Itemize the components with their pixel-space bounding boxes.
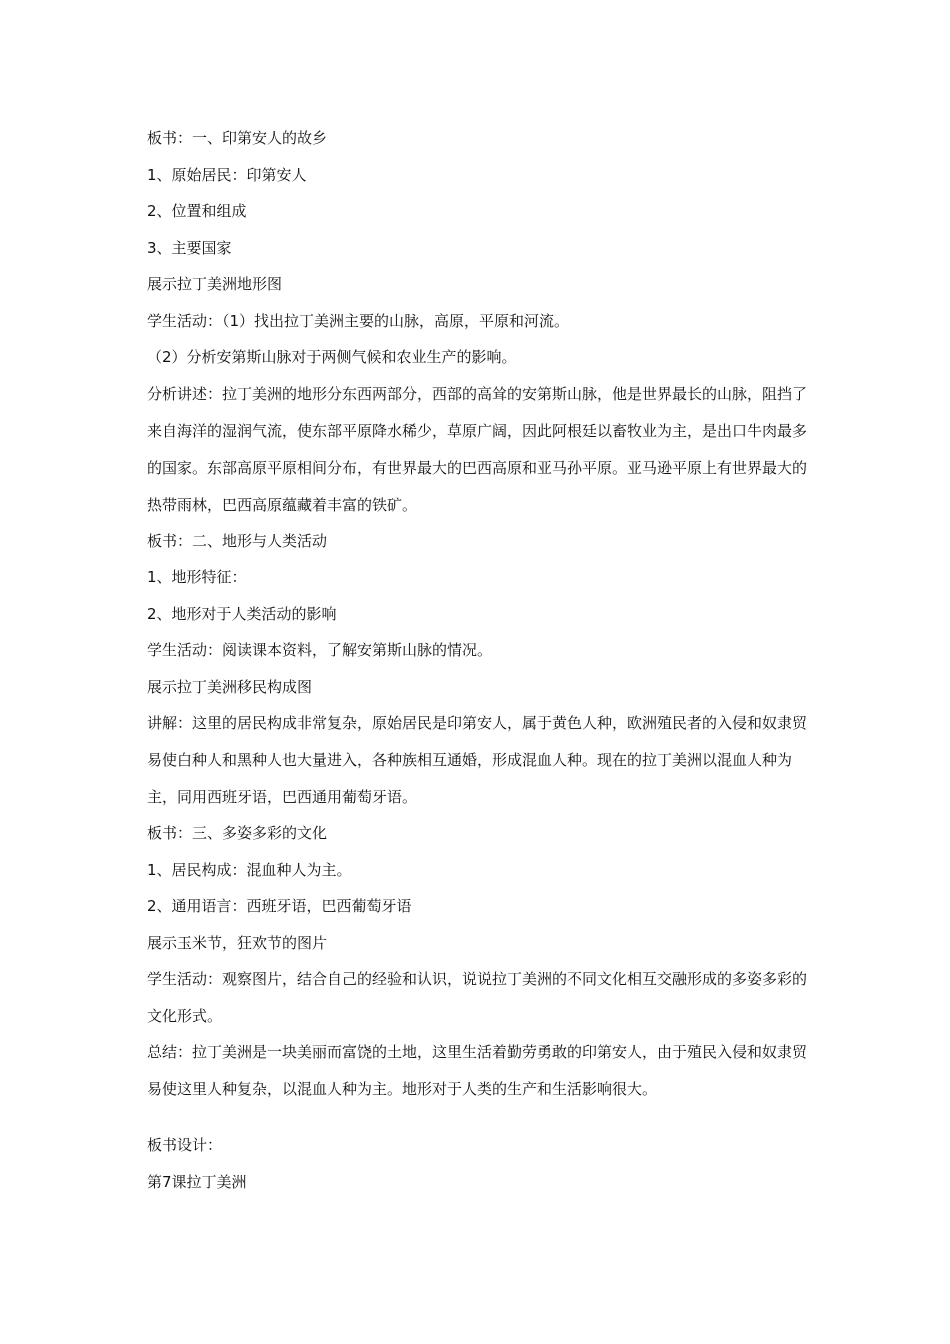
board-design-title: 板书设计： [147,1136,223,1154]
paragraph: 分析讲述：拉丁美洲的地形分东西两部分，西部的高耸的安第斯山脉，他是世界最长的山脉，阻挡了来自海洋的湿润气流，使东部平原降水稀少，草原广阔，因此阿根廷以畜牧业为主，是出口牛肉最多的国家。东部高原平原相间分布，有世界最大的巴西高原和亚马孙平原。亚马逊平原上有世界最大的热带雨林，巴西高原蕴藏着丰富的铁矿。 [147,384,808,514]
list-item: 1、居民构成：混血种人为主。 [147,860,352,879]
document-body [147,128,807,1208]
heading-section-2: 板书：二、地形与人类活动 [147,531,328,550]
list-item: 1、原始居民：印第安人 [147,165,307,184]
lesson-title: 第7课拉丁美洲 [147,1172,247,1191]
paragraph: 总结：拉丁美洲是一块美丽而富饶的土地，这里生活着勤劳勇敢的印第安人，由于殖民入侵和奴隶贸易使这里人种复杂，以混血人种为主。地形对于人类的生产和生活影响很大。 [147,1043,808,1098]
paragraph: 展示拉丁美洲移民构成图 [147,677,313,696]
paragraph: 学生活动：（1）找出拉丁美洲主要的山脉，高原，平原和河流。 [147,311,570,330]
paragraph: 讲解：这里的居民构成非常复杂，原始居民是印第安人，属于黄色人种，欧洲殖民者的入侵和奴隶贸易使白种人和黑种人也大量进入，各种族相互通婚，形成混血人种。现在的拉丁美洲以混血人种为主，同用西班牙语，巴西通用葡萄牙语。 [147,714,808,806]
list-item: 2、地形对于人类活动的影响 [147,604,337,623]
paragraph: 展示玉米节，狂欢节的图片 [147,933,328,952]
paragraph: （2）分析安第斯山脉对于两侧气候和农业生产的影响。 [147,348,517,366]
paragraph: 展示拉丁美洲地形图 [147,275,283,293]
list-item: 3、主要国家 [147,238,232,257]
spacer [147,1115,807,1135]
list-item: 1、地形特征： [147,568,247,586]
paragraph: 学生活动：阅读课本资料，了解安第斯山脉的情况。 [147,641,493,659]
list-item: 2、位置和组成 [147,202,247,220]
paragraph: 学生活动：观察图片，结合自己的经验和认识，说说拉丁美洲的不同文化相互交融形成的多姿多彩的文化形式。 [147,970,808,1025]
heading-section-3: 板书：三、多姿多彩的文化 [147,824,328,842]
list-item: 2、通用语言：西班牙语，巴西葡萄牙语 [147,897,412,915]
heading-section-1: 板书：一、印第安人的故乡 [147,129,328,147]
